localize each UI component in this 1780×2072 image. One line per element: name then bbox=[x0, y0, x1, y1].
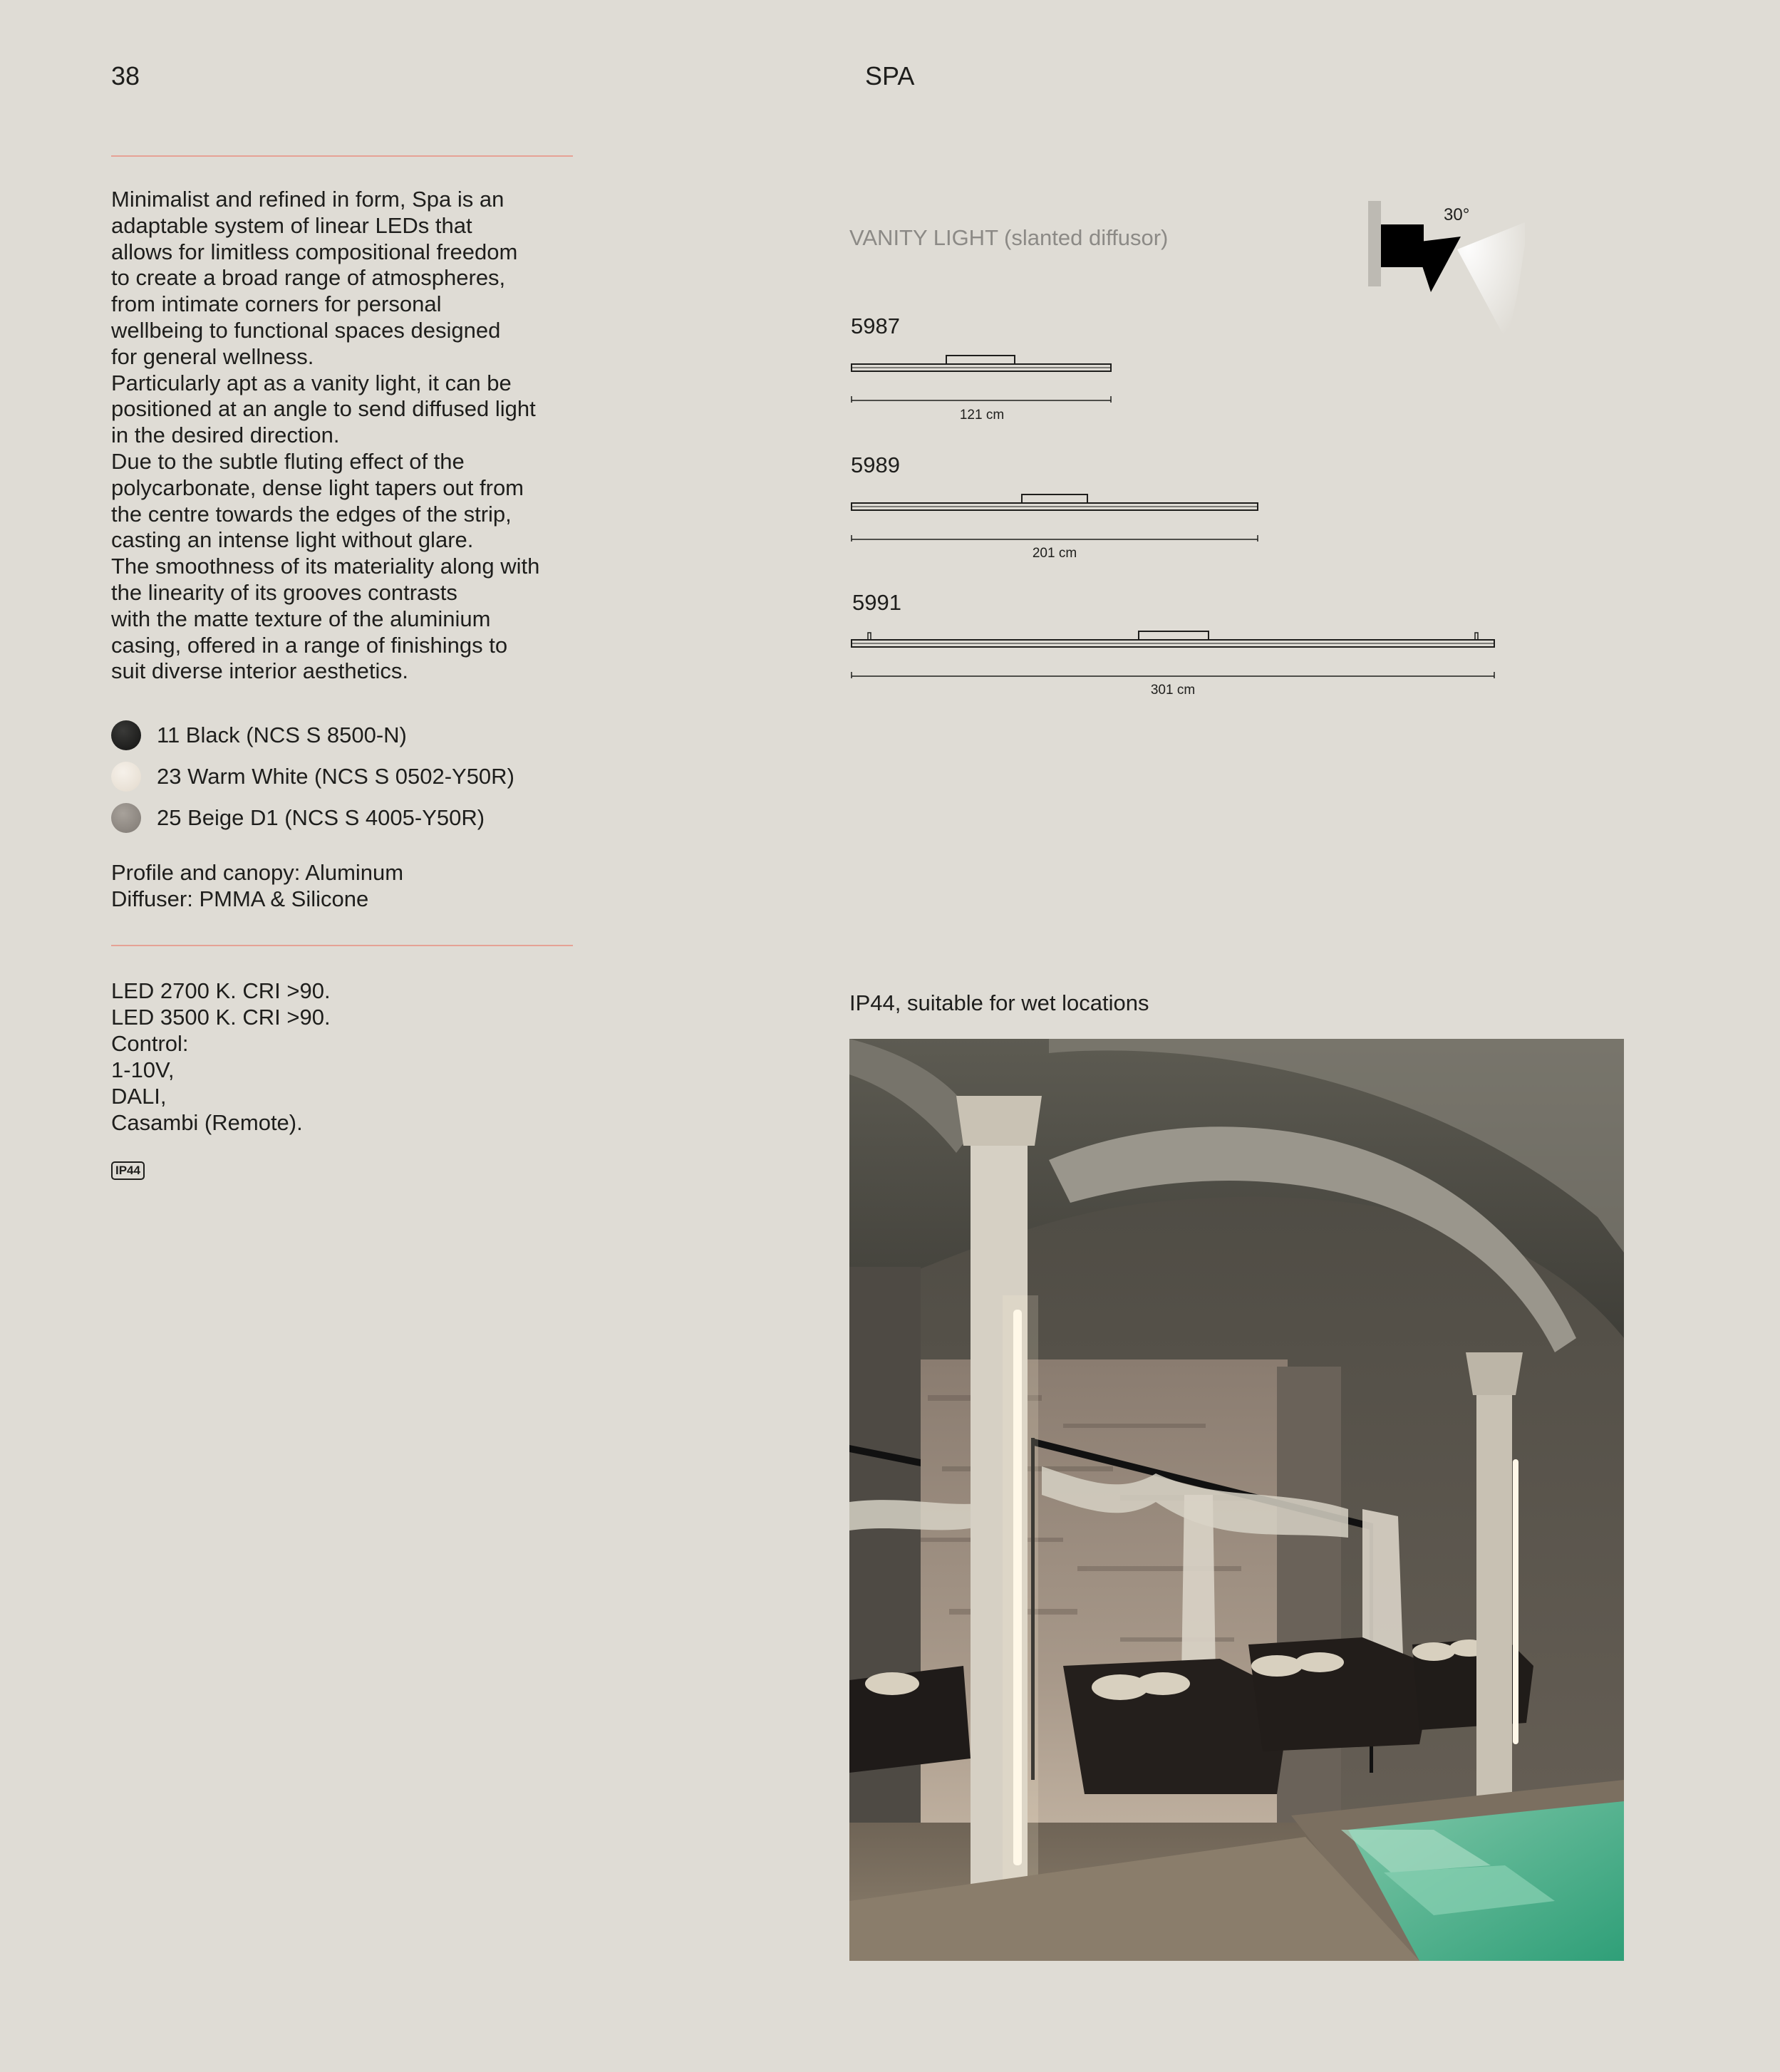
finish-label: 11 Black (NCS S 8500-N) bbox=[157, 722, 407, 747]
product-description bbox=[111, 187, 581, 685]
description-paragraph: Particularly apt as a vanity light, it can be positioned at an angle to send diffused light in the desired direction. bbox=[111, 370, 536, 448]
length-label: 301 cm bbox=[1150, 683, 1196, 698]
description-paragraph: The smoothness of its materiality along with the linearity of its grooves contrasts with the matte texture of the aluminium casing, offered in a range of finishings to suit diverse interior aesthetics. bbox=[111, 554, 540, 684]
wall-plate bbox=[1368, 201, 1381, 286]
spa-interior-photo bbox=[849, 1039, 1624, 1961]
finish-list bbox=[111, 715, 514, 839]
description-paragraph: Due to the subtle fluting effect of the polycarbonate, dense light tapers out from the centre towards the edges of the strip, casting an intense light without glare. bbox=[111, 448, 524, 553]
canopy-outline bbox=[1022, 494, 1087, 503]
technical-specs bbox=[111, 978, 331, 1136]
ip-rating-label: IP44, suitable for wet locations bbox=[849, 990, 1149, 1015]
spec-line: LED 2700 K. CRI >90. bbox=[111, 978, 331, 1003]
material-line: Profile and canopy: Aluminum bbox=[111, 860, 404, 885]
finish-label: 25 Beige D1 (NCS S 4005-Y50R) bbox=[157, 805, 485, 830]
finish-item-black bbox=[111, 715, 514, 756]
length-label: 121 cm bbox=[959, 408, 1005, 423]
spec-line: Control: bbox=[111, 1031, 189, 1056]
model-code: 5987 bbox=[851, 314, 900, 338]
materials-block bbox=[111, 859, 403, 912]
color-swatch-warm-white bbox=[111, 762, 141, 792]
finish-item-warm-white bbox=[111, 756, 514, 797]
model-code: 5991 bbox=[852, 590, 901, 615]
spec-line: DALI, bbox=[111, 1084, 167, 1109]
spec-line: LED 3500 K. CRI >90. bbox=[111, 1005, 331, 1030]
color-swatch-beige bbox=[111, 803, 141, 833]
finish-label: 23 Warm White (NCS S 0502-Y50R) bbox=[157, 764, 514, 789]
description-paragraph: Minimalist and refined in form, Spa is an adaptable system of linear LEDs that allows for limitless compositional freedom to create a broad range of atmospheres, from intimate corners for personal wellbeing to functional spaces designed for general wellness. bbox=[111, 187, 518, 369]
end-cap bbox=[1475, 633, 1478, 640]
canopy-outline bbox=[1139, 631, 1209, 640]
divider-middle bbox=[111, 945, 573, 946]
color-swatch-black bbox=[111, 720, 141, 750]
finish-item-beige bbox=[111, 797, 514, 839]
ip44-badge: IP44 bbox=[111, 1161, 145, 1180]
page-number: 38 bbox=[111, 61, 140, 90]
spec-line: Casambi (Remote). bbox=[111, 1110, 303, 1135]
luminaire-drawing-5989 bbox=[851, 492, 1260, 542]
length-label: 201 cm bbox=[1032, 546, 1077, 561]
vanity-light-label: VANITY LIGHT (slanted diffusor) bbox=[849, 225, 1169, 250]
canopy-outline bbox=[946, 356, 1015, 364]
luminaire-drawing-5991 bbox=[851, 628, 1496, 678]
section-title: SPA bbox=[865, 61, 915, 90]
model-code: 5989 bbox=[851, 452, 900, 477]
spa-scene-illustration bbox=[849, 1039, 1624, 1961]
angle-label: 30° bbox=[1444, 205, 1470, 224]
divider-top bbox=[111, 155, 573, 157]
light-beam bbox=[1457, 221, 1525, 342]
luminaire-drawing-5987 bbox=[851, 353, 1114, 403]
spec-line: 1-10V, bbox=[111, 1057, 175, 1082]
material-line: Diffuser: PMMA & Silicone bbox=[111, 886, 369, 911]
slanted-diffusor-icon bbox=[1354, 192, 1525, 349]
end-cap bbox=[868, 633, 871, 640]
